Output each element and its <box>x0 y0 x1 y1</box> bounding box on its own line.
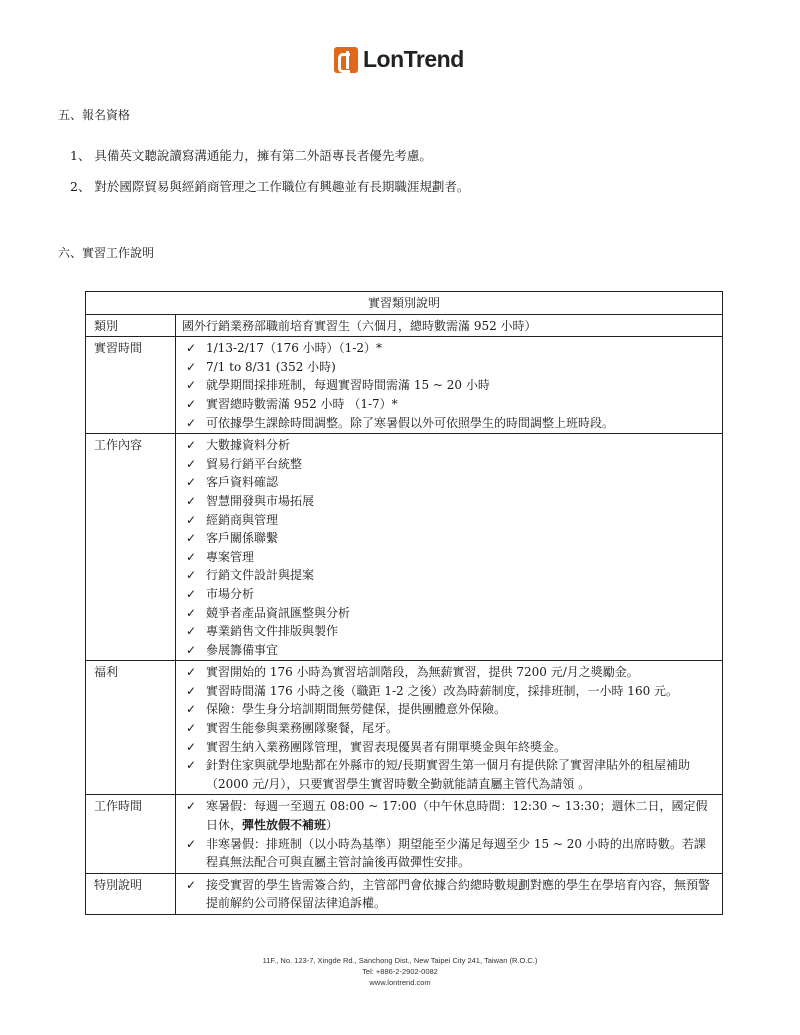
special-label: 特別說明 <box>86 873 176 914</box>
list-item: ✓ 貿易行銷平台統整 <box>182 455 716 474</box>
special-cell <box>176 873 723 914</box>
list-item: ✓ 1/13-2/17（176 小時）（1-2）* <box>182 339 716 358</box>
hours-list <box>182 797 716 871</box>
hours-label: 工作時間 <box>86 795 176 873</box>
list-item: ✓ 針對住家與就學地點都在外縣市的短/長期實習生第一個月有提供除了實習津貼外的租屋補助（2000 元/月），只要實習學生實習時數全勤就能請直屬主管代為請領 。 <box>182 756 716 793</box>
category-value: 國外行銷業務部職前培育實習生（六個月，總時數需滿 952 小時） <box>176 314 723 337</box>
list-item: ✓ 專案管理 <box>182 548 716 567</box>
table-row-hours <box>86 795 723 873</box>
list-item: ✓ 就學期間採排班制，每週實習時間需滿 15 ~ 20 小時 <box>182 376 716 395</box>
content-cell <box>176 434 723 661</box>
list-item: ✓ 保險：學生身分培訓期間無勞健保，提供團體意外保險。 <box>182 700 716 719</box>
list-item: ✓ 專業銷售文件排版與製作 <box>182 622 716 641</box>
list-item: ✓ 行銷文件設計與提案 <box>182 566 716 585</box>
list-item: ✓ 客戶資料確認 <box>182 473 716 492</box>
brand-name: LonTrend <box>363 46 464 72</box>
company-logo <box>334 46 464 73</box>
internship-spec-table <box>85 291 723 915</box>
footer-website[interactable]: www.lontrend.com <box>369 978 431 987</box>
benefits-label: 福利 <box>86 661 176 795</box>
section-5-title: 五、報名資格 <box>58 108 131 122</box>
lontrend-logo-icon <box>334 47 358 73</box>
special-list <box>182 876 716 913</box>
table-row-special <box>86 873 723 914</box>
table-header: 實習類別說明 <box>86 292 723 315</box>
hours-cell <box>176 795 723 873</box>
list-item: ✓ 智慧開發與市場拓展 <box>182 492 716 511</box>
table-row-category <box>86 314 723 337</box>
period-label: 實習時間 <box>86 337 176 434</box>
vacation-hours-end: ） <box>326 818 339 833</box>
table-header-row <box>86 292 723 315</box>
vacation-hours-text: 寒暑假：每週一至週五 08:00 ~ 17:00（中午休息時間：12:30 ~ 13:30；週休二日，國定假日休， <box>206 799 708 833</box>
list-item: ✓ 客戶關係聯繫 <box>182 529 716 548</box>
benefits-list <box>182 663 716 793</box>
table-row-period <box>86 337 723 434</box>
footer-address: 11F., No. 123-7, Xingde Rd., Sanchong Dist., New Taipei City 241, Taiwan (R.O.C.) <box>262 956 538 965</box>
list-item: ✓ 大數據資料分析 <box>182 436 716 455</box>
list-item: ✓ 市場分析 <box>182 585 716 604</box>
list-item: ✓ 經銷商與管理 <box>182 511 716 530</box>
list-item: ✓ 實習生能參與業務團隊聚餐，尾牙。 <box>182 719 716 738</box>
list-item: ✓ 7/1 to 8/31 (352 小時) <box>182 358 716 377</box>
section-6-title: 六、實習工作說明 <box>58 246 155 260</box>
list-item: ✓ 可依據學生課餘時間調整。除了寒暑假以外可依照學生的時間調整上班時段。 <box>182 414 716 433</box>
table-row-content <box>86 434 723 661</box>
eligibility-item-2: 2、 對於國際貿易與經銷商管理之工作職位有興趣並有長期職涯規劃者。 <box>70 179 470 194</box>
period-list <box>182 339 716 432</box>
eligibility-item-1: 1、 具備英文聽說讀寫溝通能力，擁有第二外語專長者優先考慮。 <box>70 148 432 163</box>
content-label: 工作內容 <box>86 434 176 661</box>
list-item <box>182 797 716 834</box>
list-item: ✓ 非寒暑假：排班制（以小時為基準）期望能至少滿足每週至少 15 ~ 20 小時的出席時數。若課程真無法配合可與直屬主管討論後再做彈性安排。 <box>182 835 716 872</box>
list-item: ✓ 競爭者產品資訊匯整與分析 <box>182 604 716 623</box>
content-list <box>182 436 716 659</box>
period-cell <box>176 337 723 434</box>
list-item: ✓ 實習開始的 176 小時為實習培訓階段，為無薪實習，提供 7200 元/月之獎勵金。 <box>182 663 716 682</box>
category-label: 類別 <box>86 314 176 337</box>
table-row-benefits <box>86 661 723 795</box>
list-item: ✓ 實習時間滿 176 小時之後（職距 1-2 之後）改為時薪制度，採排班制，一小時 160 元。 <box>182 682 716 701</box>
list-item: ✓ 接受實習的學生皆需簽合約，主管部門會依據合約總時數規劃對應的學生在學培育內容，無預警提前解約公司將保留法律追訴權。 <box>182 876 716 913</box>
list-item: ✓ 實習總時數需滿 952 小時 （1-7）* <box>182 395 716 414</box>
list-item: ✓ 實習生納入業務團隊管理，實習表現優異者有開單獎金與年終獎金。 <box>182 738 716 757</box>
list-item: ✓ 參展籌備事宜 <box>182 641 716 660</box>
footer-tel: Tel: +886-2-2902-0082 <box>362 967 438 976</box>
no-makeup-note: 彈性放假不補班 <box>242 818 327 833</box>
benefits-cell <box>176 661 723 795</box>
